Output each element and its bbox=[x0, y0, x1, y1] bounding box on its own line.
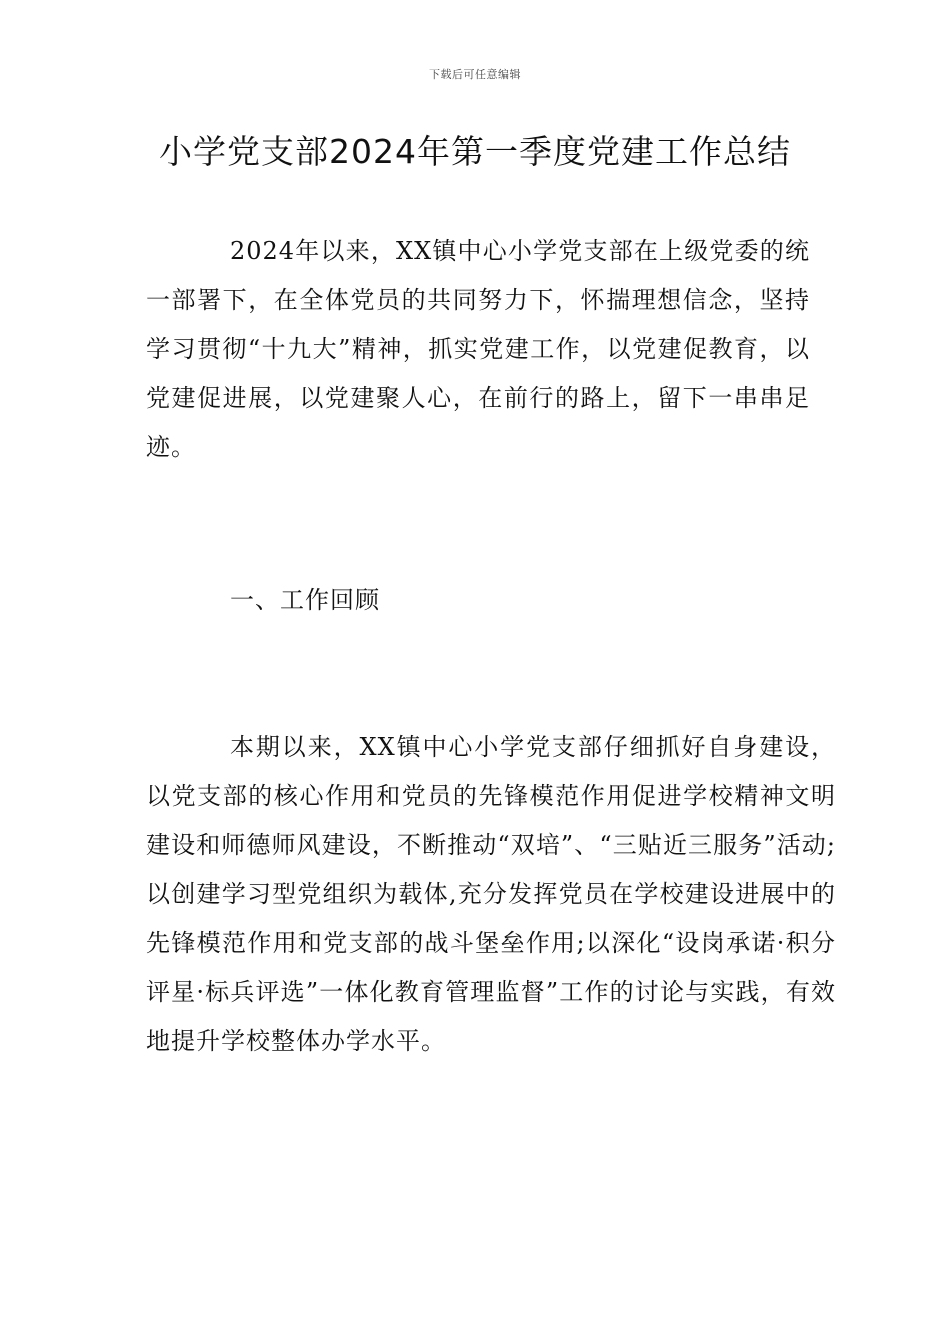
section-heading-work-review: 一、工作回顾 bbox=[230, 586, 380, 614]
header-note: 下载后可任意编辑 bbox=[429, 68, 521, 81]
work-review-paragraph: 本期以来，XX镇中心小学党支部仔细抓好自身建设，以党支部的核心作用和党员的先锋模范作用促进学校精神文明建设和师德师风建设，不断推动“双培”、“三贴近三服务”活动;以创建学习型党组织为载体,充分发挥党员在学校建设进展中的先锋模范作用和党支部的战斗堡垒作用;以深化“设岗承诺·积分评星·标兵评选”一体化教育管理监督”工作的讨论与实践，有效地提升学校整体办学水平。 bbox=[146, 733, 836, 1055]
document-title: 小学党支部2024年第一季度党建工作总结 bbox=[159, 132, 791, 171]
intro-paragraph: 2024年以来，XX镇中心小学党支部在上级党委的统一部署下，在全体党员的共同努力下，怀揣理想信念，坚持学习贯彻“十九大”精神，抓实党建工作，以党建促教育，以党建促进展，以党建聚人心，在前行的路上，留下一串串足迹。 bbox=[146, 237, 810, 461]
